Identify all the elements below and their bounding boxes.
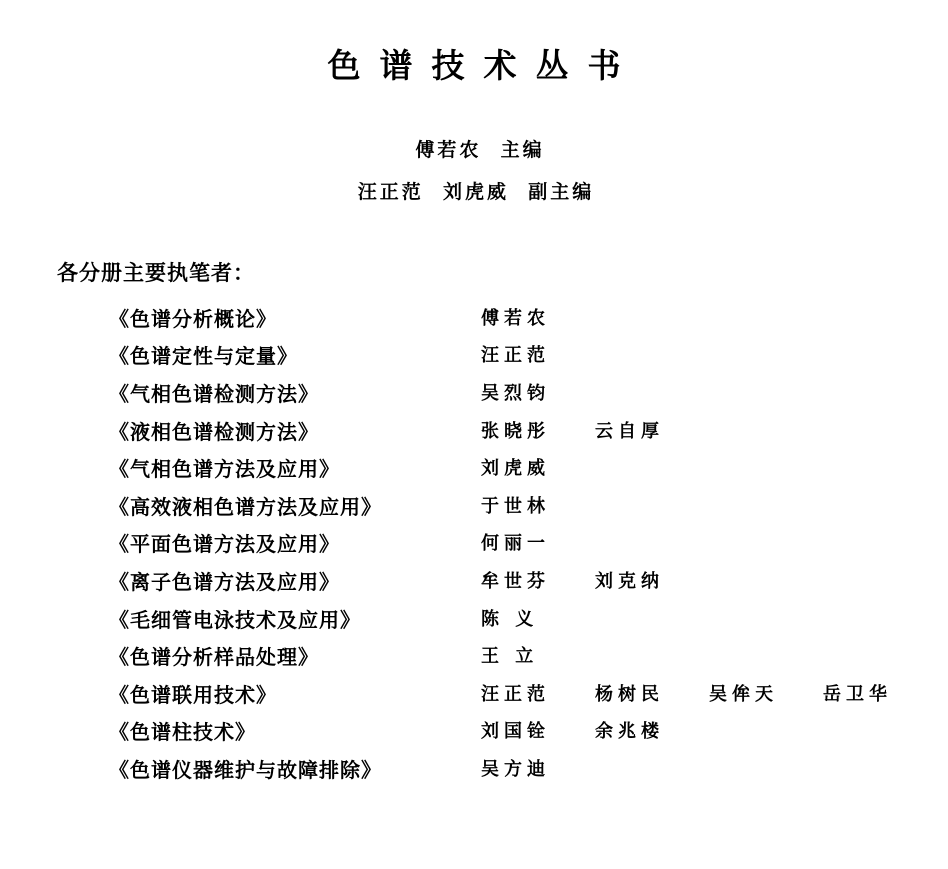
volume-title: 《液相色谱检测方法》 — [109, 419, 319, 444]
volume-author: 何丽一 — [481, 533, 550, 555]
volume-authors — [481, 681, 892, 709]
volume-author: 汪正范 — [481, 683, 550, 705]
volume-author: 王 立 — [481, 646, 539, 668]
volume-author: 张晓彤 — [481, 420, 550, 442]
volume-authors — [481, 756, 550, 784]
volume-author: 杨树民 — [595, 683, 664, 705]
volume-authors — [481, 530, 550, 558]
volume-title: 《色谱联用技术》 — [109, 682, 277, 707]
authors-heading: 各分册主要执笔者： — [57, 260, 255, 285]
volume-row — [109, 413, 892, 451]
volume-authors — [481, 455, 550, 483]
volume-author: 刘虎威 — [481, 458, 550, 480]
volume-authors — [481, 643, 538, 671]
volume-authors — [481, 606, 538, 634]
volume-row — [109, 488, 892, 526]
volume-title: 《毛细管电泳技术及应用》 — [109, 607, 361, 632]
volume-authors — [481, 418, 664, 446]
volume-row — [109, 601, 892, 639]
volume-title: 《气相色谱方法及应用》 — [109, 457, 340, 482]
volume-row — [109, 676, 892, 714]
volume-list — [109, 300, 892, 789]
volume-row — [109, 714, 892, 752]
volume-author: 牟世芬 — [481, 570, 550, 592]
volume-authors — [481, 493, 550, 521]
volume-row — [109, 751, 892, 789]
volume-author: 吴侔天 — [709, 683, 778, 705]
volume-row — [109, 338, 892, 376]
volume-row — [109, 375, 892, 413]
volume-authors — [481, 342, 550, 370]
series-title: 色谱技术丛书 — [327, 46, 640, 85]
volume-author: 汪正范 — [481, 345, 550, 367]
volume-row — [109, 638, 892, 676]
volume-authors — [481, 380, 550, 408]
volume-author: 吴方迪 — [481, 758, 550, 780]
volume-title: 《色谱分析样品处理》 — [109, 645, 319, 670]
volume-row — [109, 526, 892, 564]
volume-authors — [481, 718, 664, 746]
volume-author: 云自厚 — [595, 420, 664, 442]
volume-title: 《离子色谱方法及应用》 — [109, 569, 340, 594]
volume-authors — [481, 568, 664, 596]
deputy-editor-line: 汪正范 刘虎威 副主编 — [357, 181, 595, 203]
volume-title: 《色谱定性与定量》 — [109, 344, 298, 369]
volume-author: 岳卫华 — [823, 683, 892, 705]
volume-title: 《高效液相色谱方法及应用》 — [109, 494, 382, 519]
volume-author: 刘国铨 — [481, 721, 550, 743]
volume-title: 《平面色谱方法及应用》 — [109, 532, 340, 557]
volume-author: 刘克纳 — [595, 570, 664, 592]
volume-title: 《色谱分析概论》 — [109, 306, 277, 331]
volume-title: 《色谱柱技术》 — [109, 720, 256, 745]
volume-row — [109, 300, 892, 338]
volume-author: 于世林 — [481, 495, 550, 517]
volume-author: 陈 义 — [481, 608, 539, 630]
volume-row — [109, 450, 892, 488]
volume-title: 《气相色谱检测方法》 — [109, 381, 319, 406]
volume-author: 余兆楼 — [595, 721, 664, 743]
volume-author: 吴烈钧 — [481, 382, 550, 404]
volume-title: 《色谱仪器维护与故障排除》 — [109, 757, 382, 782]
volume-row — [109, 563, 892, 601]
volume-author: 傅若农 — [481, 307, 550, 329]
volume-authors — [481, 305, 550, 333]
chief-editor-line: 傅若农 主编 — [415, 139, 545, 161]
